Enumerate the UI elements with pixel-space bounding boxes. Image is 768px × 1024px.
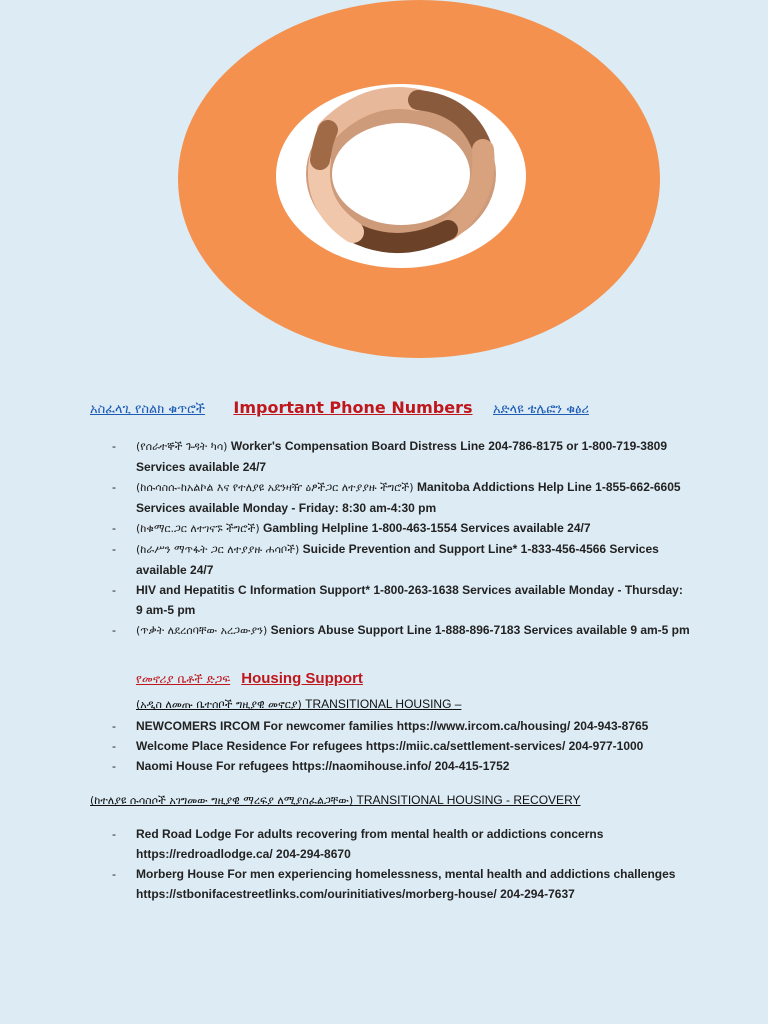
- list-item: - HIV and Hepatitis C Information Support* 1-800-263-1638 Services available Monday - Thursday: 9 am-5 pm: [112, 583, 683, 617]
- phone-heading-tigrinya: አድላዩ ቴሌፎን ቁፅሪ: [492, 402, 589, 417]
- transitional-housing-subheading: (አዲስ ለመጡ ቤተሰቦች ግዚያዊ መኖርያ) TRANSITIONAL HOUSING –: [136, 697, 462, 711]
- list-item: - NEWCOMERS IRCOM For newcomer families https://www.ircom.ca/housing/ 204-943-8765: [112, 719, 649, 733]
- list-item: - (የሰራተኞች ጉዳት ካሳ) Worker's Compensation Board Distress Line 204-786-8175 or 1-800-719-3809 Services available 24/7: [112, 439, 667, 474]
- housing-heading-amharic: የመኖሪያ ቤቶች ድጋፍ: [136, 672, 231, 686]
- housing-heading-english: Housing Support: [241, 670, 363, 687]
- hands-circle-illustration: [178, 0, 660, 358]
- phone-heading-amharic: አስፈላጊ የስልክ ቁጥሮች: [90, 402, 205, 417]
- housing-support-heading: [136, 668, 363, 687]
- list-item: - Red Road Lodge For adults recovering from mental health or addictions concerns https://redroadlodge.ca/ 204-294-8670: [112, 827, 604, 861]
- transitional-housing-list: [90, 716, 690, 776]
- list-item: - (ጥቃት ለደረሰባቸው አረጋውያን) Seniors Abuse Support Line 1-888-896-7183 Services available 9 am-5 pm: [112, 623, 690, 637]
- list-item: - (ከሱሳስሱ-ከአልኮል እና የተለያዩ አደንዛዥ ዕፆችጋር ለተያያዙ ችግሮች) Manitoba Addictions Help Line 1-855-662-6605 Services available Monday - Friday: 8:30 am-4:30 pm: [112, 480, 681, 515]
- list-item: - Welcome Place Residence For refugees https://miic.ca/settlement-services/ 204-977-1000: [112, 739, 644, 753]
- list-item: - Morberg House For men experiencing homelessness, mental health and addictions challenges https://stbonifacestreetlinks.com/ourinitiatives/morberg-house/ 204-294-7637: [112, 867, 676, 901]
- list-item: - (ከቁማር.ጋር ለተገናኙ ችግሮች) Gambling Helpline 1-800-463-1554 Services available 24/7: [112, 521, 591, 535]
- phone-numbers-list: [90, 436, 690, 641]
- phone-heading-english: Important Phone Numbers: [233, 398, 473, 417]
- list-item: - Naomi House For refugees https://naomihouse.info/ 204-415-1752: [112, 759, 510, 773]
- phone-numbers-heading: [90, 398, 750, 417]
- recovery-housing-subheading: (ከተለያዩ ሱሳስሶች አገግመው ግዚያዊ ማረፍያ ለሚያስፈልጋቸው) TRANSITIONAL HOUSING - RECOVERY: [90, 793, 581, 807]
- list-item: - (ከራሥን ማጥፋት ጋር ለተያያዙ ሐሳቦች) Suicide Prevention and Support Line* 1-833-456-4566 Services available 24/7: [112, 542, 659, 577]
- recovery-housing-list: [90, 824, 690, 904]
